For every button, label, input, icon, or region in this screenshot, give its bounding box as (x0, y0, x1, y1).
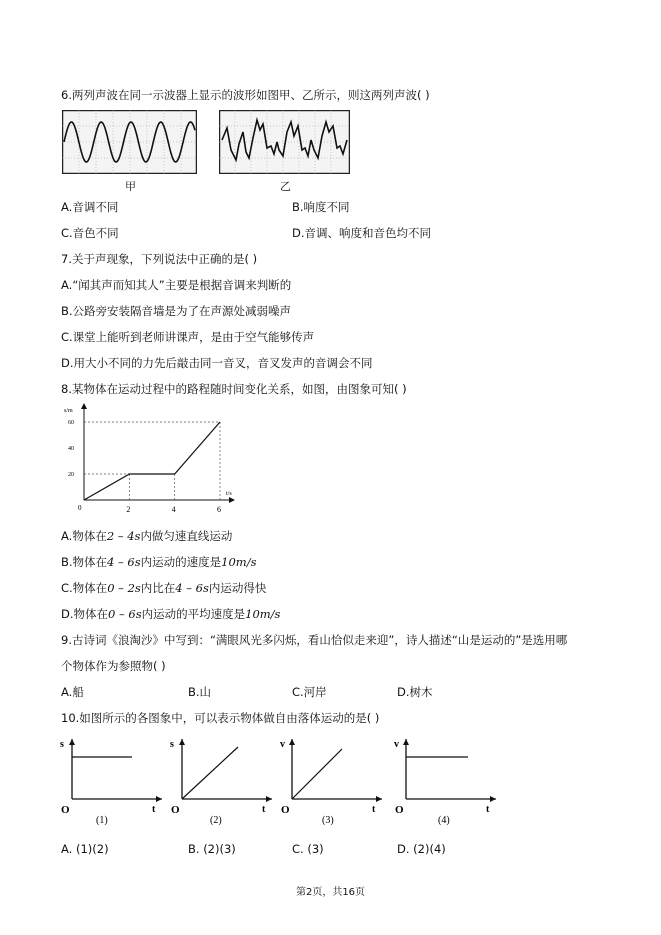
q8-d-text-2: 内运动的平均速度是 (141, 607, 246, 621)
q7-stem: 7.关于声现象，下列说法中正确的是( ) (61, 252, 258, 266)
q10-option-d[interactable]: D. (2)(4) (397, 842, 446, 856)
q6-stem: 6.两列声波在同一示波器上显示的波形如图甲、乙所示，则这两列声波( ) (61, 88, 430, 102)
y-tick-label: 40 (68, 446, 74, 452)
q10-stem: 10.如图所示的各图象中，可以表示物体做自由落体运动的是( ) (61, 711, 380, 725)
q8-c-text: C.物体在 (61, 581, 108, 595)
graph-2-x-label: t (262, 804, 266, 815)
q8-c-math: 0 – 2s (107, 581, 141, 595)
graph-3-caption: (3) (322, 815, 334, 826)
s-t-chart (60, 400, 240, 526)
q8-option-b[interactable] (61, 555, 256, 570)
graph-3-y-label: v (280, 739, 285, 750)
q8-a-text: A.物体在 (61, 529, 107, 543)
q6-option-c[interactable]: C.音色不同 (61, 226, 119, 240)
q8-b-text-2: 内运动的速度是 (140, 555, 222, 569)
q9-option-d[interactable]: D.树木 (397, 685, 433, 699)
graph-1-y-label: s (60, 739, 64, 750)
graph-1-x-label: t (152, 804, 156, 815)
graph-2-caption: (2) (210, 815, 222, 826)
q6-option-d[interactable]: D.音调、响度和音色均不同 (292, 226, 432, 240)
q8-b-text: B.物体在 (61, 555, 108, 569)
q8-option-d[interactable] (61, 607, 280, 622)
graph-4-caption: (4) (438, 815, 450, 826)
q8-c-text-3: 内运动得快 (208, 581, 267, 595)
q7-option-c[interactable]: C.课堂上能听到老师讲课声，是由于空气能够传声 (61, 330, 315, 344)
q8-c-math-2: 4 – 6s (175, 581, 209, 595)
oscilloscope-figure-b (219, 110, 350, 178)
figure-a-label: 甲 (125, 180, 136, 193)
q8-d-text: D.物体在 (61, 607, 109, 621)
q8-b-math: 4 – 6s (107, 555, 141, 569)
y-axis-label: s/m (64, 408, 73, 414)
q8-a-text-2: 内做匀速直线运动 (140, 529, 233, 543)
q8-d-math: 0 – 6s (108, 607, 142, 621)
page-footer: 第2页，共16页 (295, 887, 366, 898)
s-t-chart-svg (60, 400, 240, 522)
q10-option-a[interactable]: A. (1)(2) (61, 842, 109, 856)
q10-graph-2 (168, 733, 278, 833)
q10-option-b[interactable]: B. (2)(3) (188, 842, 236, 856)
q8-stem: 8.某物体在运动过程中的路程随时间变化关系，如图，由图象可知( ) (61, 382, 407, 396)
q9-stem-line1: 9.古诗词《浪淘沙》中写到：“满眼风光多闪烁，看山恰似走来迎”，诗人描述“山是运动的”是选用哪 (61, 633, 568, 647)
oscilloscope-figure-a (62, 110, 197, 178)
figure-b-label: 乙 (280, 180, 291, 193)
x-tick-label: 4 (171, 505, 176, 514)
q10-graph-4 (392, 733, 502, 833)
graph-2-line (182, 747, 238, 799)
q10-option-c[interactable]: C. (3) (292, 842, 324, 856)
x-tick-label: 2 (126, 505, 131, 514)
graph-4-origin: O (395, 804, 404, 816)
graph-2-y-label: s (170, 739, 174, 750)
graph-3-line (292, 749, 342, 799)
q9-option-b[interactable]: B.山 (188, 685, 212, 699)
q8-d-math-2: 10m/s (245, 607, 281, 621)
s-t-series-line (84, 422, 220, 500)
q6-option-a[interactable]: A.音调不同 (61, 200, 119, 214)
graph-1-origin: O (61, 804, 70, 816)
y-tick-label: 20 (68, 472, 74, 478)
q9-option-c[interactable]: C.河岸 (292, 685, 327, 699)
graph-3-x-label: t (372, 804, 376, 815)
q6-option-b[interactable]: B.响度不同 (292, 200, 350, 214)
graph-4-y-label: v (394, 739, 399, 750)
graph-3-origin: O (281, 804, 290, 816)
q8-c-text-2: 内比在 (140, 581, 176, 595)
q10-graph-1 (58, 733, 168, 833)
q7-option-a[interactable]: A.“闻其声而知其人”主要是根据音调来判断的 (61, 278, 292, 292)
x-axis-label: t/s (226, 491, 232, 497)
q9-option-a[interactable]: A.船 (61, 685, 84, 699)
y-tick-label: 60 (68, 420, 74, 426)
origin-label: 0 (78, 504, 82, 512)
graph-2-origin: O (171, 804, 180, 816)
q8-option-c[interactable] (61, 581, 266, 596)
q9-stem-line2: 个物体作为参照物( ) (61, 659, 166, 673)
q10-graph-3 (278, 733, 388, 833)
x-tick-label: 6 (217, 505, 221, 514)
graph-1-caption: (1) (96, 815, 108, 826)
q7-option-d[interactable]: D.用大小不同的力先后敲击同一音叉，音叉发声的音调会不同 (61, 356, 373, 370)
q8-b-math-2: 10m/s (221, 555, 257, 569)
q8-option-a[interactable] (61, 529, 232, 544)
graph-4-x-label: t (486, 804, 490, 815)
q8-a-math: 2 – 4s (106, 529, 141, 543)
q7-option-b[interactable]: B.公路旁安装隔音墙是为了在声源处减弱噪声 (61, 304, 292, 318)
